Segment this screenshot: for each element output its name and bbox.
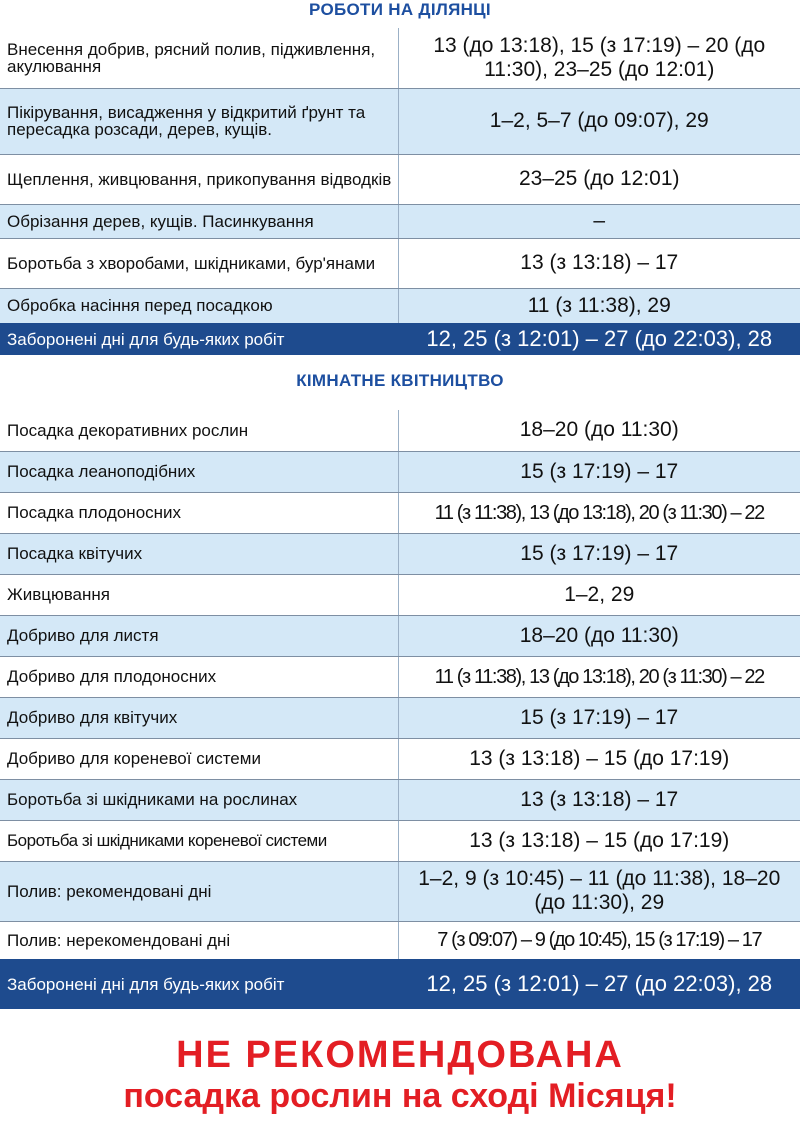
row-value: 11 (з 11:38), 13 (до 13:18), 20 (з 11:30) – 22: [398, 656, 800, 697]
warning-banner-heading: НЕ РЕКОМЕНДОВАНА: [176, 1034, 624, 1076]
forbidden-label: Заборонені дні для будь-яких робіт: [0, 323, 398, 355]
row-label: Боротьба зі шкідниками кореневої системи: [0, 820, 398, 861]
table-row: [0, 28, 800, 88]
row-label: Посадка квітучих: [0, 533, 398, 574]
table-row: [0, 533, 800, 574]
garden-works-table: [0, 28, 800, 355]
row-label: Внесення добрив, рясний полив, підживлення, акулювання: [0, 28, 398, 88]
indoor-floriculture-table: [0, 410, 800, 1009]
row-label: Полив: рекомендовані дні: [0, 861, 398, 921]
row-value: 15 (з 17:19) – 17: [398, 451, 800, 492]
row-value: 11 (з 11:38), 29: [398, 288, 800, 323]
table-row: [0, 88, 800, 154]
row-label: Посадка леаноподібних: [0, 451, 398, 492]
table-row: [0, 154, 800, 204]
row-value: –: [398, 204, 800, 238]
table-row: [0, 204, 800, 238]
table-row: [0, 697, 800, 738]
row-value: 7 (з 09:07) – 9 (до 10:45), 15 (з 17:19) – 17: [437, 929, 762, 952]
row-value: 18–20 (до 11:30): [398, 615, 800, 656]
row-label: Живцювання: [0, 574, 398, 615]
table-row: [0, 288, 800, 323]
row-label: Добриво для квітучих: [0, 697, 398, 738]
row-value: 13 (до 13:18), 15 (з 17:19) – 20 (до 11:30), 23–25 (до 12:01): [398, 28, 800, 88]
table-row: [0, 861, 800, 921]
table-row: [0, 410, 800, 451]
row-label: Полив: нерекомендовані дні: [0, 921, 398, 959]
table-row: [0, 656, 800, 697]
row-label: Добриво для кореневої системи: [0, 738, 398, 779]
row-label: Боротьба з хворобами, шкідниками, бур'янами: [0, 238, 398, 288]
forbidden-label: Заборонені дні для будь-яких робіт: [0, 959, 398, 1009]
row-label: Посадка плодоносних: [0, 492, 398, 533]
row-value: 23–25 (до 12:01): [398, 154, 800, 204]
table-row: [0, 574, 800, 615]
row-label: Пікірування, висадження у відкритий ґрунт та пересадка розсади, дерев, кущів.: [0, 88, 398, 154]
forbidden-value: 12, 25 (з 12:01) – 27 (до 22:03), 28: [398, 959, 800, 1009]
forbidden-value: 12, 25 (з 12:01) – 27 (до 22:03), 28: [398, 323, 800, 355]
row-value: 13 (з 13:18) – 17: [398, 779, 800, 820]
table-row: [0, 820, 800, 861]
row-label: Обробка насіння перед посадкою: [0, 288, 398, 323]
table-row: [0, 615, 800, 656]
table-row: [0, 779, 800, 820]
row-label: Добриво для листя: [0, 615, 398, 656]
row-label: Посадка декоративних рослин: [0, 410, 398, 451]
row-label: Боротьба зі шкідниками на рослинах: [0, 779, 398, 820]
table-row: [0, 451, 800, 492]
row-label: Обрізання дерев, кущів. Пасинкування: [0, 204, 398, 238]
forbidden-days-row: [0, 959, 800, 1009]
row-label: Щеплення, живцювання, прикопування відводків: [0, 154, 398, 204]
table-row: [0, 492, 800, 533]
warning-banner-text: посадка рослин на сході Місяця!: [123, 1077, 677, 1115]
table-row: [0, 921, 800, 959]
row-value: 1–2, 29: [398, 574, 800, 615]
table-row: [0, 738, 800, 779]
row-label: Добриво для плодоносних: [0, 656, 398, 697]
row-value: 15 (з 17:19) – 17: [398, 697, 800, 738]
row-value: 1–2, 5–7 (до 09:07), 29: [398, 88, 800, 154]
section-title-indoor: КІМНАТНЕ КВІТНИЦТВО: [296, 371, 504, 390]
row-value: 15 (з 17:19) – 17: [398, 533, 800, 574]
section-title-garden: РОБОТИ НА ДІЛЯНЦІ: [309, 0, 491, 19]
forbidden-days-row: [0, 323, 800, 355]
row-value: 13 (з 13:18) – 17: [398, 238, 800, 288]
row-value: 18–20 (до 11:30): [398, 410, 800, 451]
row-value: 1–2, 9 (з 10:45) – 11 (до 11:38), 18–20 (до 11:30), 29: [398, 861, 800, 921]
row-value: 11 (з 11:38), 13 (до 13:18), 20 (з 11:30) – 22: [398, 492, 800, 533]
row-value: 13 (з 13:18) – 15 (до 17:19): [398, 738, 800, 779]
table-row: [0, 238, 800, 288]
row-value: 13 (з 13:18) – 15 (до 17:19): [398, 820, 800, 861]
